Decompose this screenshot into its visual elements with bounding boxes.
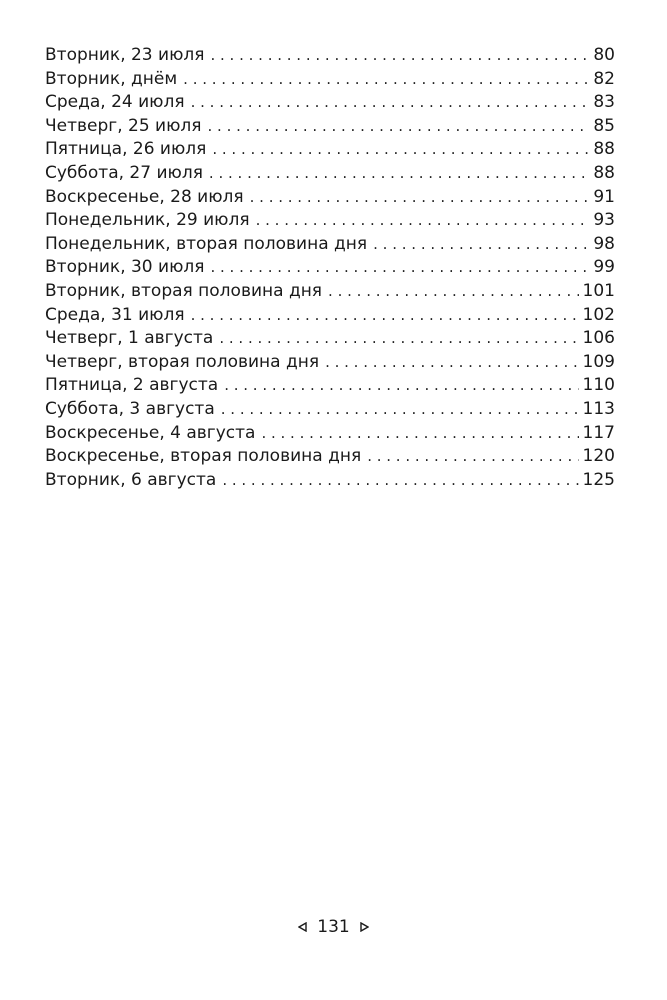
toc-entry (45, 327, 615, 351)
toc-entry-page: 85 (593, 115, 615, 136)
toc-entry (45, 115, 615, 139)
dot-leader (224, 374, 578, 398)
toc-entry-title: Вторник, 6 августа (45, 469, 217, 490)
toc-entry (45, 422, 615, 446)
toc-entry (45, 469, 615, 493)
toc-entry-title: Вторник, днём (45, 68, 178, 89)
toc-entry-page: 80 (593, 45, 615, 65)
triangle-left-outline-icon (298, 922, 307, 932)
dot-leader (219, 327, 578, 351)
dot-leader (191, 91, 590, 115)
toc-entry-title: Суббота, 27 июля (45, 162, 203, 183)
dot-leader (250, 186, 590, 210)
toc-entry-page: 110 (582, 375, 615, 396)
toc-entry-page: 91 (593, 186, 615, 207)
toc-entry-page: 88 (593, 139, 615, 160)
toc-entry (45, 44, 615, 68)
toc-entry (45, 280, 615, 304)
page-footer (0, 917, 667, 937)
dot-leader (191, 304, 579, 328)
toc-entry (45, 445, 615, 469)
toc-entry-title: Среда, 31 июля (45, 304, 185, 325)
toc-entry-title: Среда, 24 июля (45, 92, 185, 113)
toc-entry-title: Суббота, 3 августа (45, 398, 215, 419)
dot-leader (221, 398, 579, 422)
toc-entry (45, 256, 615, 280)
toc-entry-page: 101 (582, 280, 615, 301)
dot-leader (261, 422, 578, 446)
dot-leader (209, 162, 589, 186)
dot-leader (367, 445, 578, 469)
toc-entry-page: 117 (582, 422, 615, 443)
toc-entry-title: Понедельник, вторая половина дня (45, 233, 368, 254)
toc-entry-page: 83 (593, 92, 615, 113)
toc-entry (45, 209, 615, 233)
triangle-right-outline-icon (360, 922, 369, 932)
toc-entry (45, 233, 615, 257)
table-of-contents (45, 44, 615, 492)
toc-entry-page: 113 (582, 398, 615, 419)
toc-entry-title: Вторник, 30 июля (45, 257, 205, 278)
toc-entry-title: Понедельник, 29 июля (45, 210, 250, 231)
toc-entry-page: 99 (593, 257, 615, 278)
toc-entry (45, 351, 615, 375)
toc-entry-page: 82 (593, 68, 615, 89)
toc-entry-title: Четверг, 1 августа (45, 328, 214, 349)
toc-entry (45, 186, 615, 210)
dot-leader (325, 351, 578, 375)
toc-entry-page: 98 (593, 233, 615, 254)
dot-leader (373, 233, 589, 257)
toc-entry-title: Пятница, 26 июля (45, 139, 207, 160)
toc-entry-title: Воскресенье, вторая половина дня (45, 446, 362, 467)
toc-entry (45, 138, 615, 162)
toc-entry-page: 106 (582, 328, 615, 349)
toc-entry-title: Вторник, вторая половина дня (45, 280, 323, 301)
toc-entry-title: Четверг, 25 июля (45, 115, 202, 136)
toc-entry-title: Пятница, 2 августа (45, 375, 219, 396)
toc-entry (45, 398, 615, 422)
toc-entry-title: Четверг, вторая половина дня (45, 351, 320, 372)
dot-leader (256, 209, 590, 233)
dot-leader (210, 44, 589, 68)
toc-entry (45, 374, 615, 398)
dot-leader (328, 280, 579, 304)
toc-entry-page: 120 (582, 446, 615, 467)
toc-entry-page: 102 (582, 304, 615, 325)
toc-entry-page: 125 (582, 469, 615, 490)
dot-leader (183, 68, 589, 92)
toc-entry-title: Воскресенье, 4 августа (45, 422, 256, 443)
dot-leader (222, 469, 578, 493)
dot-leader (212, 138, 589, 162)
toc-entry-page: 109 (582, 351, 615, 372)
dot-leader (210, 256, 589, 280)
page-number: 131 (317, 917, 350, 937)
toc-entry-page: 88 (593, 162, 615, 183)
toc-entry (45, 68, 615, 92)
toc-entry-page: 93 (593, 210, 615, 231)
toc-entry-title: Воскресенье, 28 июля (45, 186, 244, 207)
toc-entry (45, 91, 615, 115)
toc-entry (45, 304, 615, 328)
toc-entry (45, 162, 615, 186)
dot-leader (208, 115, 590, 139)
toc-entry-title: Вторник, 23 июля (45, 45, 205, 65)
